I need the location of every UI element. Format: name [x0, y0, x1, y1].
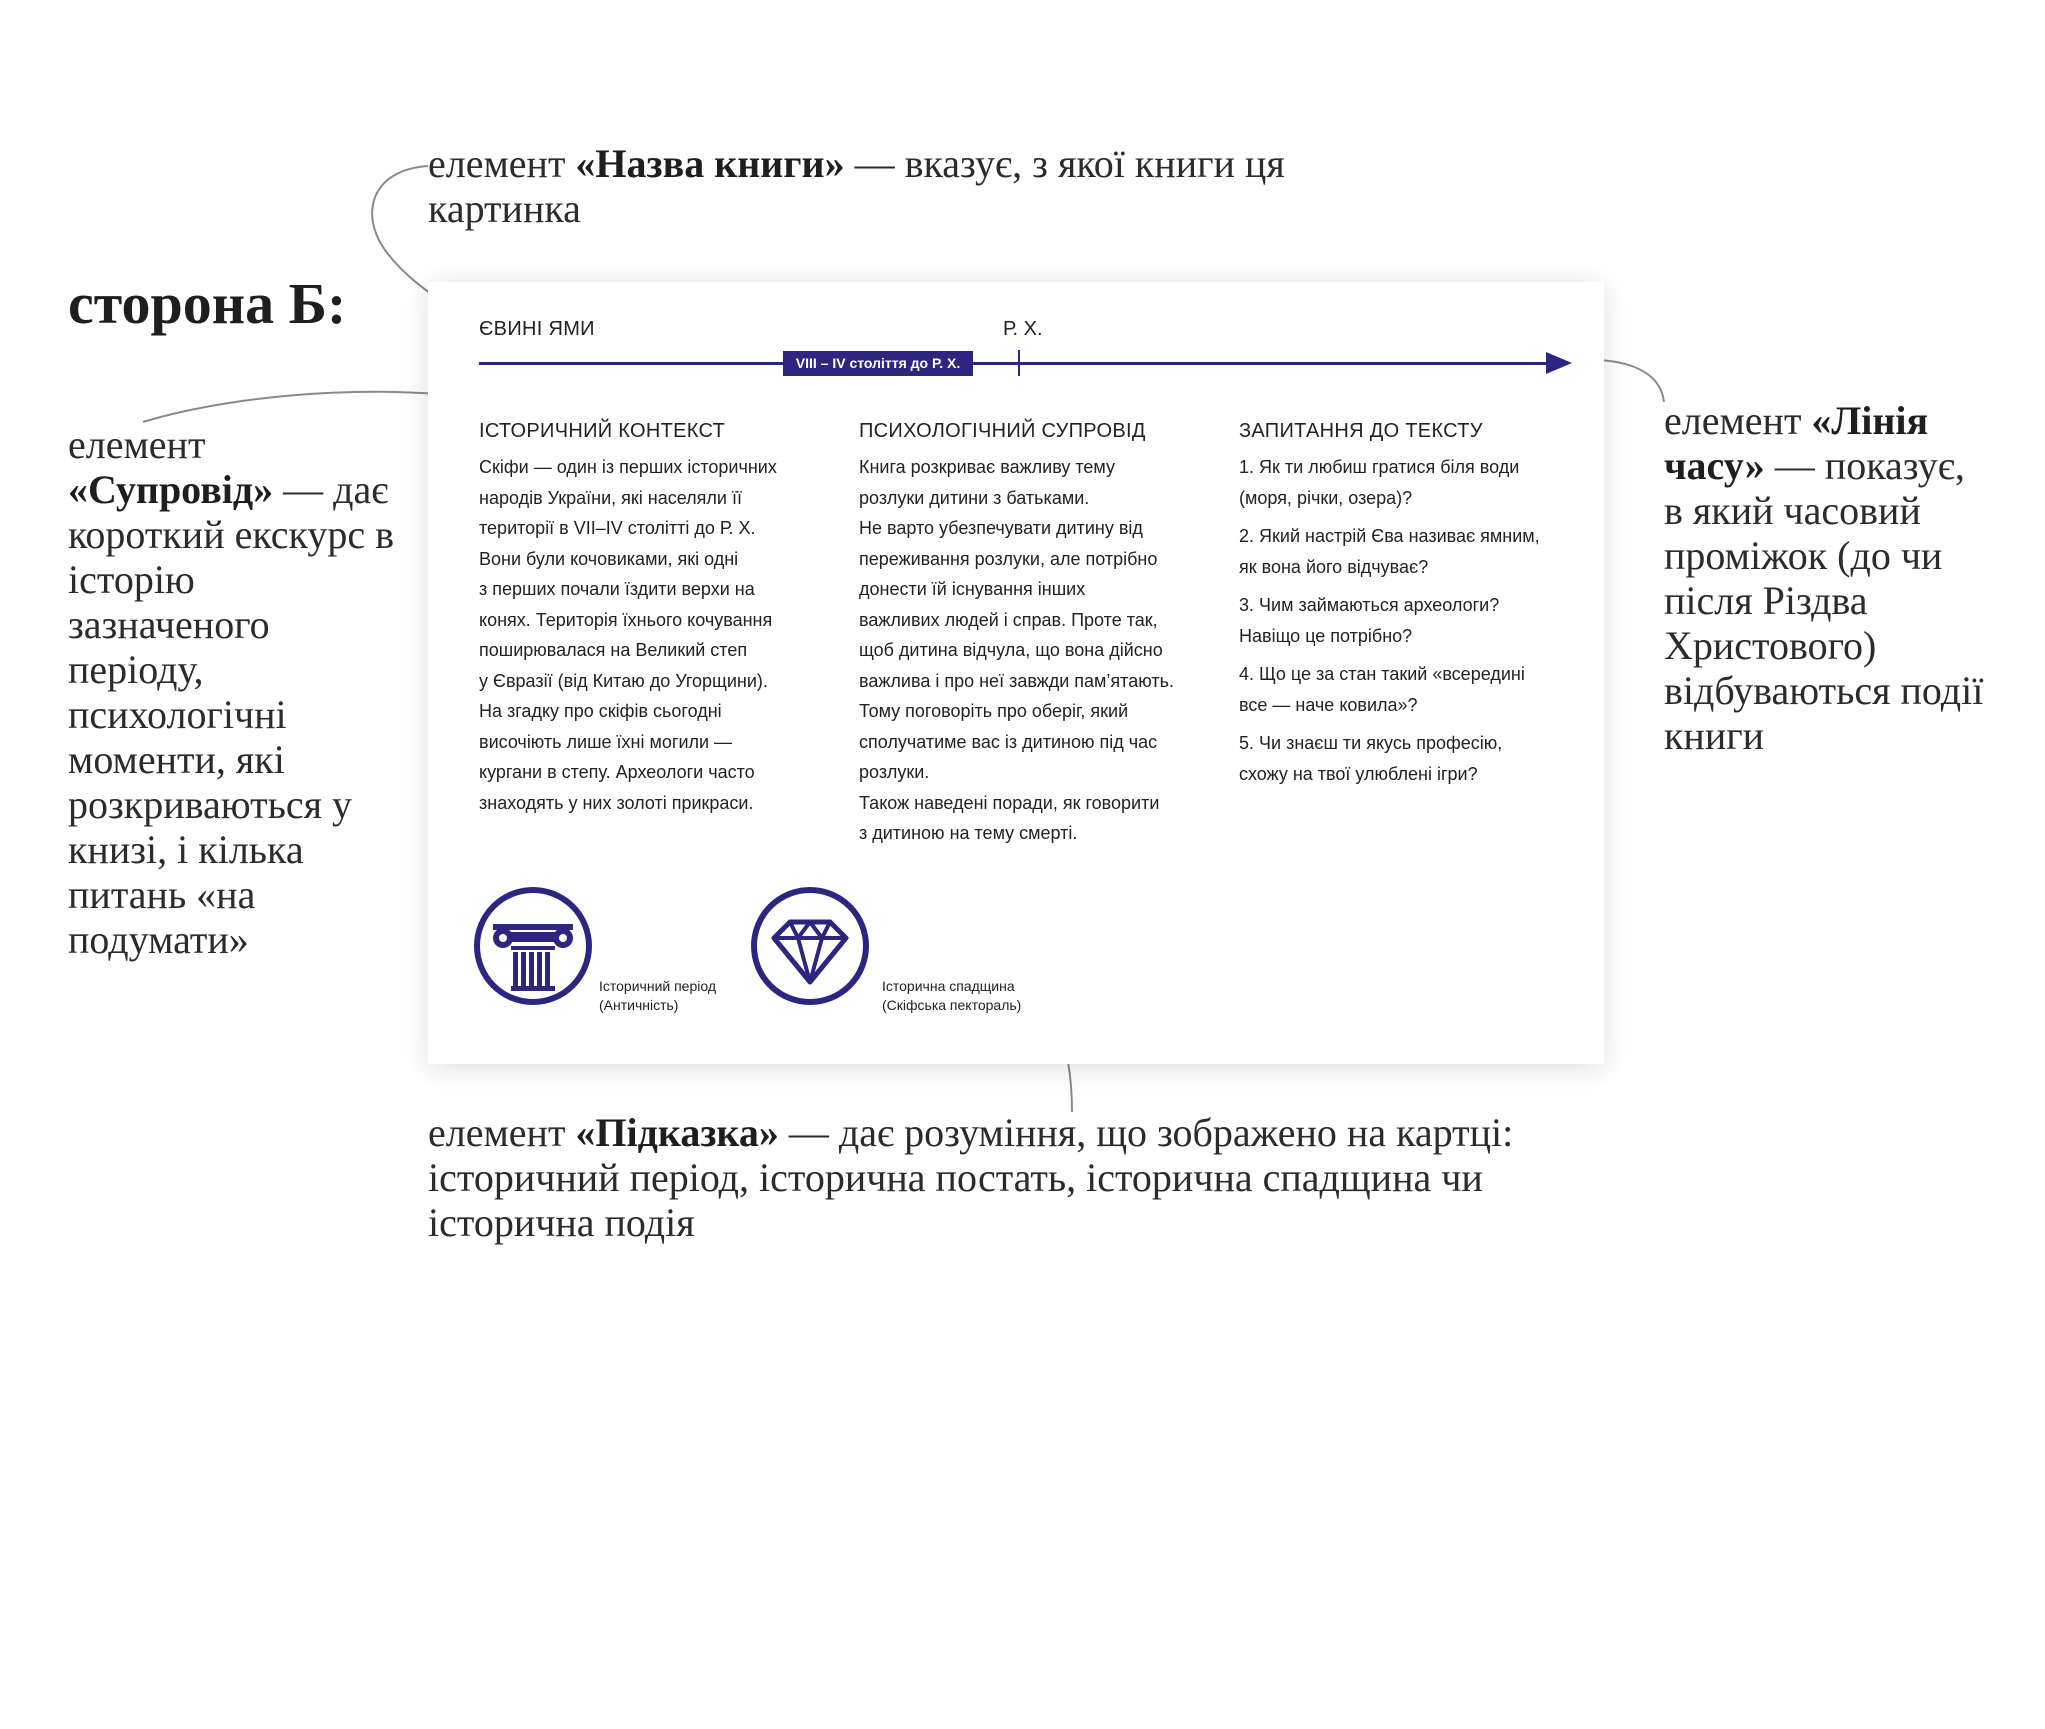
column-title: ПСИХОЛОГІЧНИЙ СУПРОВІД	[859, 420, 1146, 442]
question-item: 2. Який настрій Єва називає ямним, як вона його відчуває?	[1239, 526, 1540, 577]
column-title: ЗАПИТАННЯ ДО ТЕКСТУ	[1239, 420, 1483, 442]
annotation-hint: елемент «Підказка» — дає розуміння, що зображено на картці: історичний період, історична постать, історична спадщина чи історична подія	[428, 1110, 1514, 1245]
annotation-support: елемент «Супровід» — дає короткий екскурс в історію зазначеного періоду, психологічні моменти, які розкриваються у книзі, і кілька питань «на подумати»	[68, 422, 395, 962]
hint-caption: Історична спадщина (Скіфська пектораль)	[882, 978, 1022, 1013]
column-historical-context	[479, 420, 809, 818]
hint-caption: Історичний період (Античність)	[599, 978, 717, 1013]
book-name: ЄВИНІ ЯМИ	[479, 318, 595, 340]
rx-label: Р. Х.	[1003, 318, 1043, 340]
column-text: Книга розкриває важливу тему розлуки дитини з батьками. Не варто убезпечувати дитину від переживання розлуки, але потрібно донести їй існування інших важливих людей і справ. Проте так, щоб дитина відчула, що вона дійсно важлива і про неї завжди пам’ятають. Тому поговоріть про оберіг, який сполучатиме вас із дитиною під час розлуки. Також наведені поради, як говорити з дитиною на тему смерті.	[859, 457, 1174, 843]
timeline-arrow-icon	[1546, 352, 1572, 374]
column-questions	[1239, 420, 1579, 797]
card-side-b	[428, 282, 1604, 1064]
question-item: 1. Як ти любиш гратися біля води (моря, річки, озера)?	[1239, 457, 1520, 508]
question-item: 3. Чим займаються археологи? Навіщо це потрібно?	[1239, 595, 1500, 646]
question-item: 5. Чи знаєш ти якусь професію, схожу на твої улюблені ігри?	[1239, 733, 1503, 784]
annotation-book-title: елемент «Назва книги» — вказує, з якої книги ця картинка	[428, 141, 1285, 231]
timeline-tick-rx	[1018, 350, 1020, 376]
period-badge: VIII – IV століття до Р. Х.	[783, 351, 973, 376]
column-psychological-support	[859, 420, 1189, 849]
annotation-timeline: елемент «Лінія часу» — показує, в який часовий проміжок (до чи після Різдва Христового) відбуваються події книги	[1664, 398, 1984, 758]
column-title: ІСТОРИЧНИЙ КОНТЕКСТ	[479, 420, 726, 442]
column-text: Скіфи — один із перших історичних народів України, які населяли її території в VII–IV столітті до Р. Х. Вони були кочовиками, які одні з перших почали їздити верхи на конях. Територія їхнього кочування поширювалася на Великий степ у Євразії (від Китаю до Угорщини). На згадку про скіфів сьогодні височіють лише їхні могили — кургани в степу. Археологи часто знаходять у них золоті прикраси.	[479, 457, 777, 813]
ionic-column-icon	[473, 886, 593, 1006]
side-title: сторона Б:	[68, 271, 347, 336]
question-item: 4. Що це за стан такий «всередині все — наче ковила»?	[1239, 664, 1525, 715]
diamond-icon	[750, 886, 870, 1006]
